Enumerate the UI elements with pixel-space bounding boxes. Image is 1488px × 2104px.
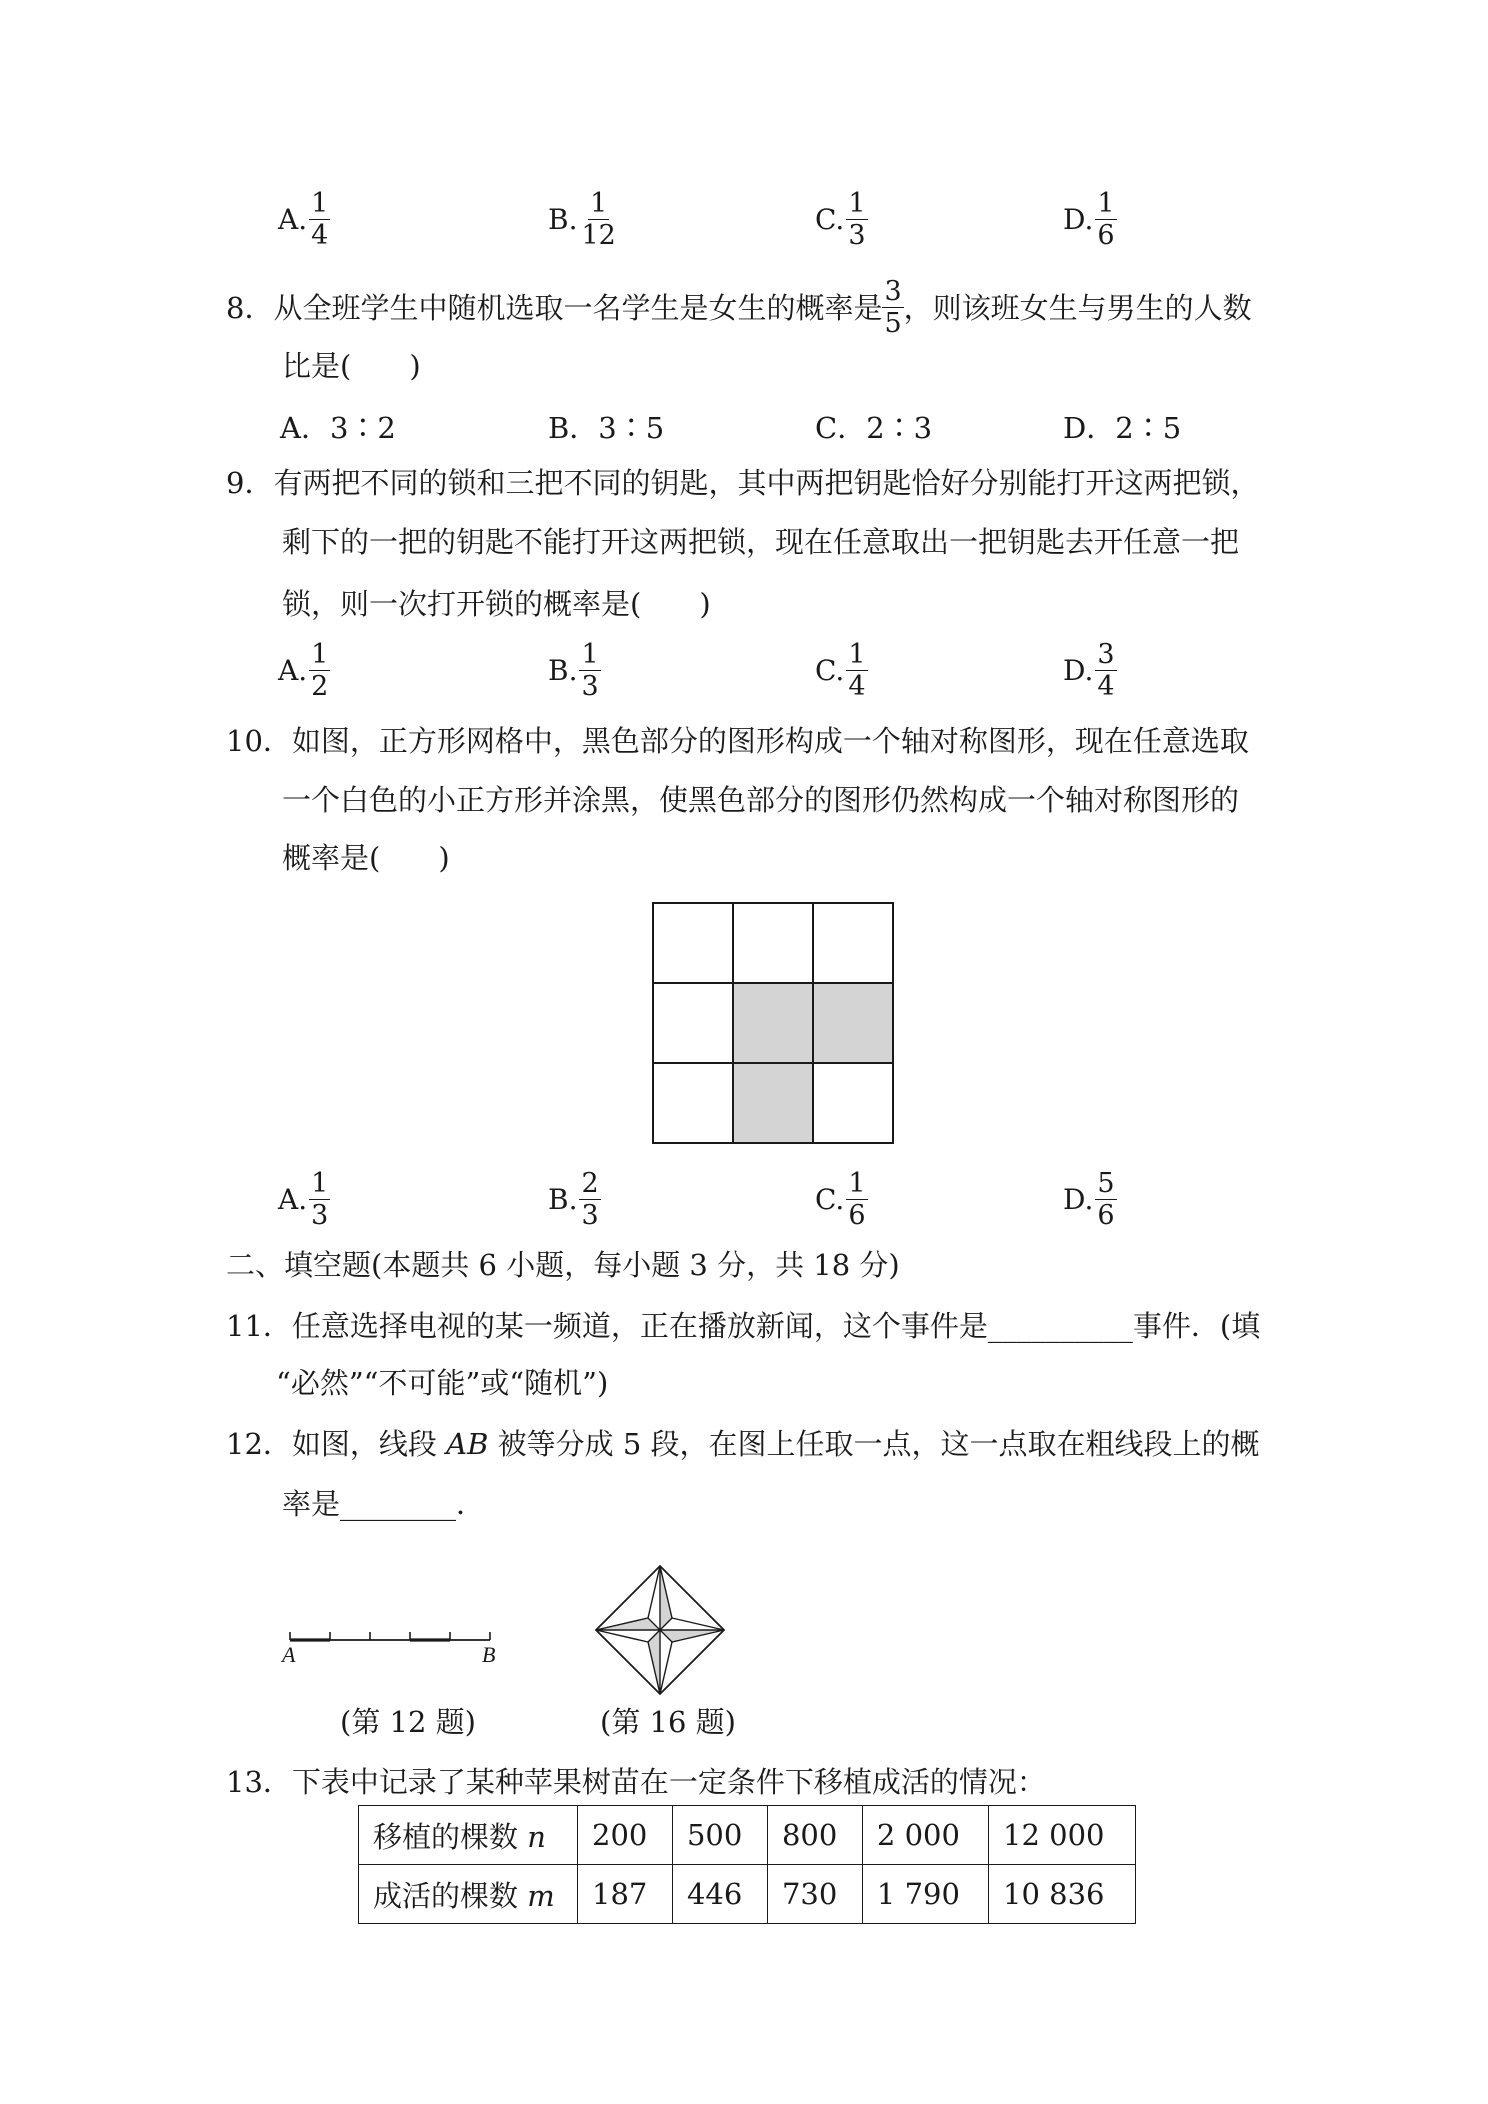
fraction: $\frac{1}{2}$ [311, 639, 329, 702]
q8-line2: 比是( ) [282, 349, 421, 383]
q13-line1: 13．下表中记录了某种苹果树苗在一定条件下移植成活的情况： [226, 1765, 1046, 1799]
row-header: 成活的棵数 m [359, 1865, 578, 1924]
q8-line1: 8．从全班学生中随机选取一名学生是女生的概率是 $\frac{3}{5}$ ，则该班女生与男生的人数 [226, 276, 1252, 339]
q11-line1: 11．任意选择电视的某一频道，正在播放新闻，这个事件是__________事件．(填 [226, 1309, 1261, 1343]
q12-line2: 率是________． [282, 1487, 486, 1521]
q16-caption: (第 16 题) [600, 1705, 736, 1739]
q10-line2: 一个白色的小正方形并涂黑，使黑色部分的图形仍然构成一个轴对称图形的 [282, 783, 1240, 817]
table-cell: 200 [578, 1806, 673, 1865]
fraction: $\frac{3}{5}$ [884, 276, 902, 339]
grid-cell-shaded [813, 983, 893, 1063]
table-cell: 800 [767, 1806, 862, 1865]
q9-option-b: B. $\frac{1}{3}$ [548, 639, 599, 702]
fraction: $\frac{1}{12}$ [581, 188, 616, 251]
grid-cell-shaded [733, 983, 813, 1063]
q8-option-b: B．3∶5 [548, 411, 665, 445]
q12-caption: (第 12 题) [340, 1705, 476, 1739]
fraction: $\frac{1}{3}$ [581, 639, 599, 702]
table-cell: 1 790 [862, 1865, 988, 1924]
grid-cell-shaded [733, 1063, 813, 1143]
q9-option-a: A. $\frac{1}{2}$ [278, 639, 329, 702]
section-heading: 二、填空题(本题共 6 小题，每小题 3 分，共 18 分) [226, 1248, 900, 1282]
table-cell: 2 000 [862, 1806, 988, 1865]
q10-option-a: A. $\frac{1}{3}$ [278, 1168, 329, 1231]
q10-option-b: B. $\frac{2}{3}$ [548, 1168, 599, 1231]
q8-option-a: A．3∶2 [280, 411, 396, 445]
grid-cell [813, 1063, 893, 1143]
row-header: 移植的棵数 n [359, 1806, 578, 1865]
fraction: $\frac{5}{6}$ [1097, 1168, 1115, 1231]
fraction: $\frac{1}{6}$ [1097, 188, 1115, 251]
q9-option-d: D. $\frac{3}{4}$ [1063, 639, 1115, 702]
fraction: $\frac{1}{6}$ [848, 1168, 866, 1231]
table-cell: 187 [578, 1865, 673, 1924]
table-row [359, 1806, 1136, 1865]
grid-cell [813, 903, 893, 983]
point-b-label: B [482, 1642, 496, 1667]
q7-option-d: D. $\frac{1}{6}$ [1063, 188, 1115, 251]
q10-grid-figure [650, 900, 896, 1146]
table-cell: 730 [767, 1865, 862, 1924]
q7-option-b: B. $\frac{1}{12}$ [548, 188, 616, 251]
q9-line2: 剩下的一把的钥匙不能打开这两把锁，现在任意取出一把钥匙去开任意一把 [282, 525, 1240, 559]
table-row [359, 1865, 1136, 1924]
q10-option-c: C. $\frac{1}{6}$ [815, 1168, 866, 1231]
q11-line2: “必然”“不可能”或“随机”) [276, 1366, 609, 1400]
q8-option-c: C．2∶3 [815, 411, 933, 445]
table-cell: 500 [672, 1806, 767, 1865]
grid-cell [653, 983, 733, 1063]
q9-line3: 锁，则一次打开锁的概率是( ) [282, 587, 711, 621]
fraction: $\frac{3}{4}$ [1097, 639, 1115, 702]
fraction: $\frac{1}{3}$ [311, 1168, 329, 1231]
q9-line1: 9．有两把不同的锁和三把不同的钥匙，其中两把钥匙恰好分别能打开这两把锁， [226, 466, 1260, 500]
point-a-label: A [282, 1642, 296, 1667]
table-cell: 446 [672, 1865, 767, 1924]
fraction: $\frac{1}{3}$ [848, 188, 866, 251]
grid-cell [653, 1063, 733, 1143]
fraction: $\frac{1}{4}$ [311, 188, 329, 251]
q10-option-d: D. $\frac{5}{6}$ [1063, 1168, 1115, 1231]
q7-option-a: A. $\frac{1}{4}$ [278, 188, 329, 251]
fraction: $\frac{1}{4}$ [848, 639, 866, 702]
table-cell: 10 836 [989, 1865, 1136, 1924]
q9-option-c: C. $\frac{1}{4}$ [815, 639, 866, 702]
q12-line1: 12．如图，线段 AB 被等分成 5 段，在图上任取一点，这一点取在粗线段上的概 [226, 1427, 1260, 1461]
q10-line3: 概率是( ) [282, 841, 450, 875]
grid-cell [653, 903, 733, 983]
q16-pinwheel-figure [590, 1560, 730, 1700]
table-cell: 12 000 [989, 1806, 1136, 1865]
fraction: $\frac{2}{3}$ [581, 1168, 599, 1231]
grid-cell [733, 903, 813, 983]
q10-line1: 10．如图，正方形网格中，黑色部分的图形构成一个轴对称图形，现在任意选取 [226, 724, 1249, 758]
q8-option-d: D．2∶5 [1063, 411, 1182, 445]
q12-segment-figure [280, 1620, 510, 1670]
q7-option-c: C. $\frac{1}{3}$ [815, 188, 866, 251]
q13-table [358, 1805, 1136, 1924]
